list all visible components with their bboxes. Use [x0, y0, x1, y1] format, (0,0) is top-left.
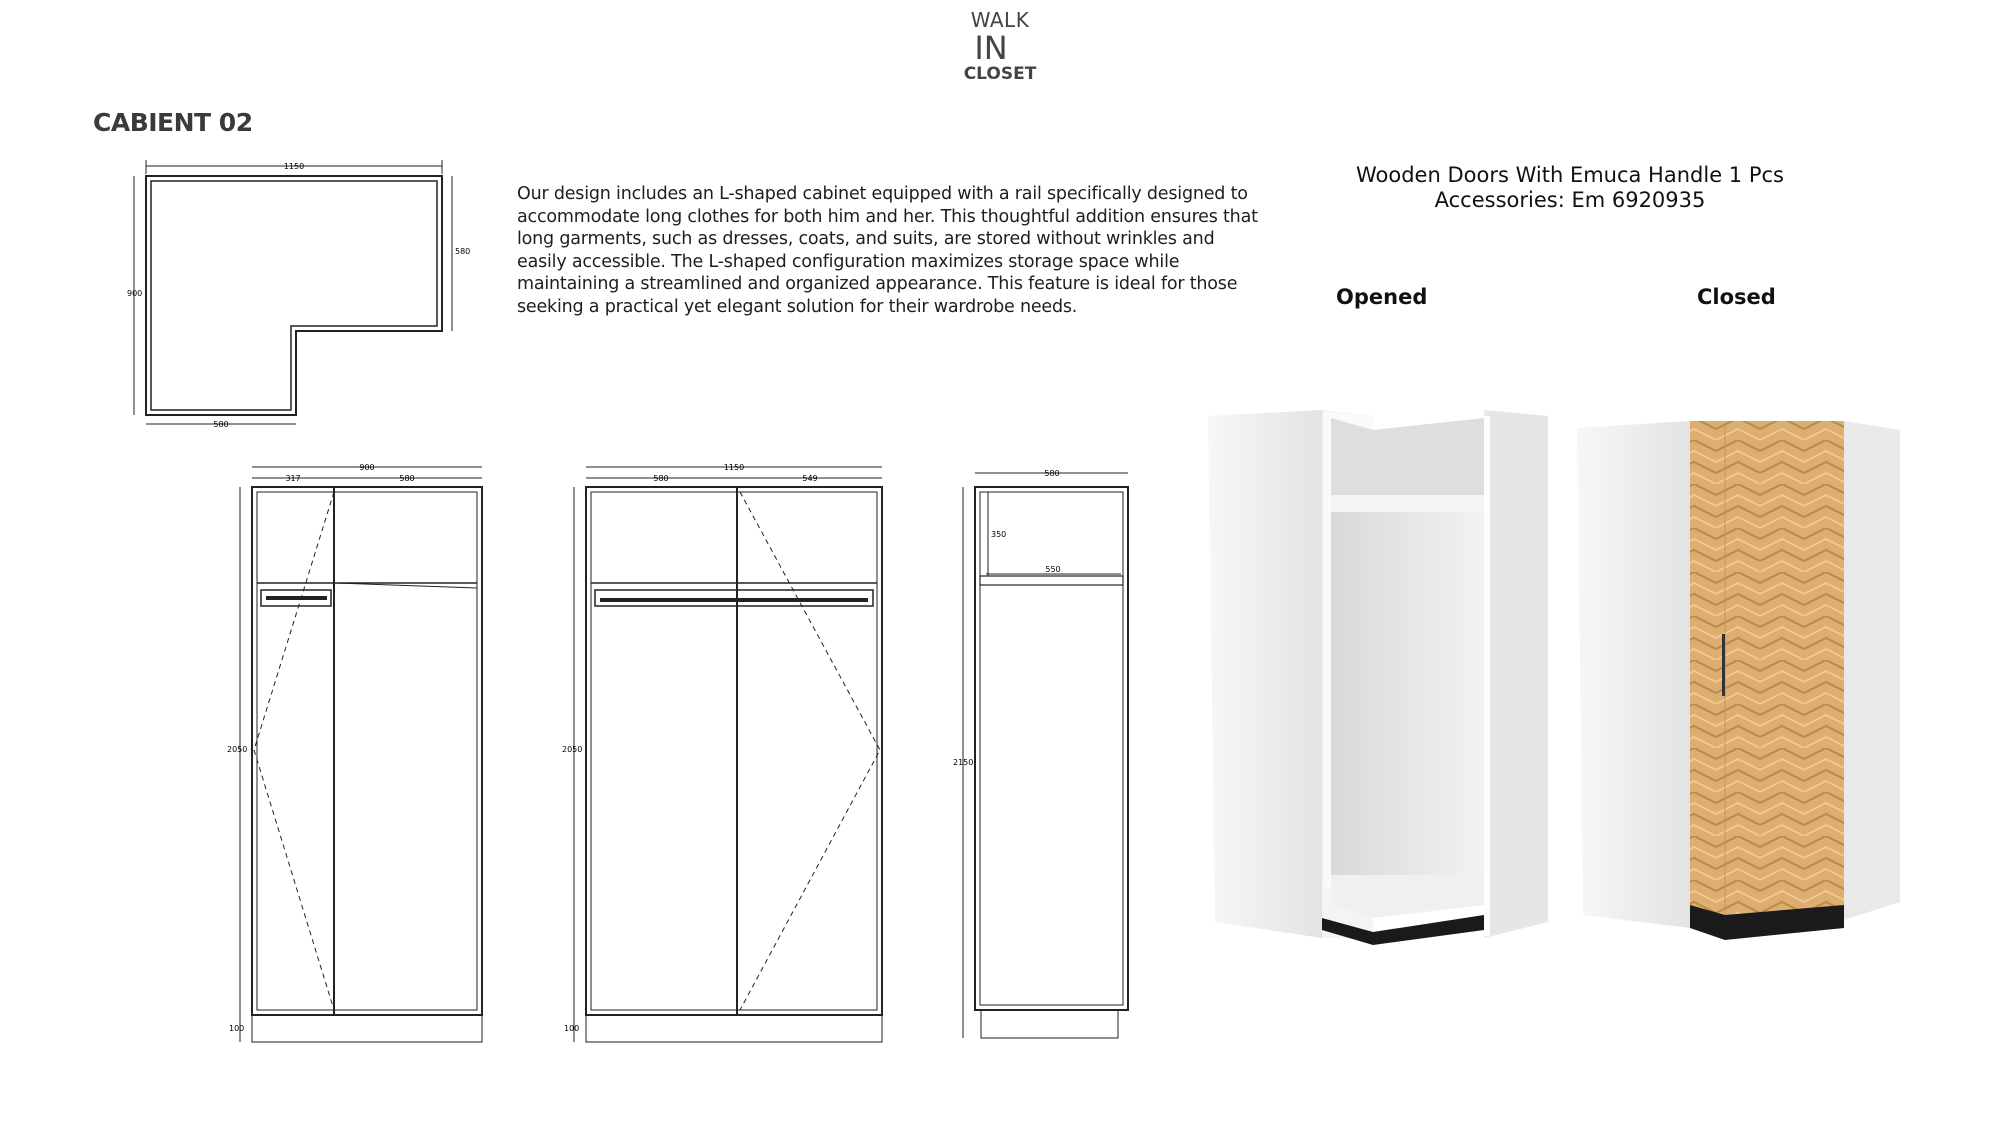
front-elevation-2 [574, 467, 882, 1042]
front2-dim-height: 2050 [562, 745, 583, 754]
logo-line-closet: CLOSET [963, 64, 1037, 84]
plan-view [134, 160, 452, 424]
front1-dim-height: 2050 [227, 745, 248, 754]
closed-label: Closed [1697, 285, 1776, 309]
plan-dim-bottom: 580 [213, 420, 229, 429]
plan-dim-right: 580 [455, 247, 471, 256]
description-paragraph: Our design includes an L-shaped cabinet equipped with a rail specifically designed to accommodate long clothes for both him and her. This thoughtful addition ensures that long garments, such as dresses, coats, and suits, are stored without wrinkles and easily accessible. The L-shaped configuration maximizes storage space while maintaining a streamlined and organized appearance. This feature is ideal for those seeking a practical yet elegant solution for their wardrobe needs. [517, 184, 1258, 317]
closed-cabinet-render [1577, 421, 1900, 940]
front-elevation-1 [240, 467, 482, 1042]
side-dim-shelf-depth: 550 [1045, 565, 1061, 574]
door-handle [1722, 634, 1725, 696]
front1-dim-left: 317 [285, 474, 301, 483]
front1-dim-plinth: 100 [229, 1024, 245, 1033]
spec-doors: Wooden Doors With Emuca Handle 1 Pcs [1356, 163, 1784, 187]
logo-line-in: IN [974, 29, 1008, 67]
spec-accessories: Accessories: Em 6920935 [1434, 188, 1706, 212]
front2-dim-plinth: 100 [564, 1024, 580, 1033]
section-title: CABIENT 02 [93, 108, 253, 137]
logo-line-walk: WALK [970, 8, 1030, 32]
opened-cabinet-render [1208, 410, 1548, 945]
front2-dim-total: 1150 [723, 463, 745, 472]
plan-dim-top: 1150 [283, 162, 305, 171]
side-dim-shelf-height: 350 [991, 530, 1007, 539]
front1-dim-total: 900 [359, 463, 375, 472]
opened-label: Opened [1336, 285, 1428, 309]
front2-dim-left: 580 [653, 474, 669, 483]
front2-dim-right: 549 [802, 474, 818, 483]
side-elevation [963, 473, 1128, 1038]
side-dim-height: 2150 [953, 758, 974, 767]
side-dim-top: 580 [1044, 469, 1060, 478]
front1-dim-right: 580 [399, 474, 415, 483]
plan-dim-left: 900 [127, 289, 143, 298]
